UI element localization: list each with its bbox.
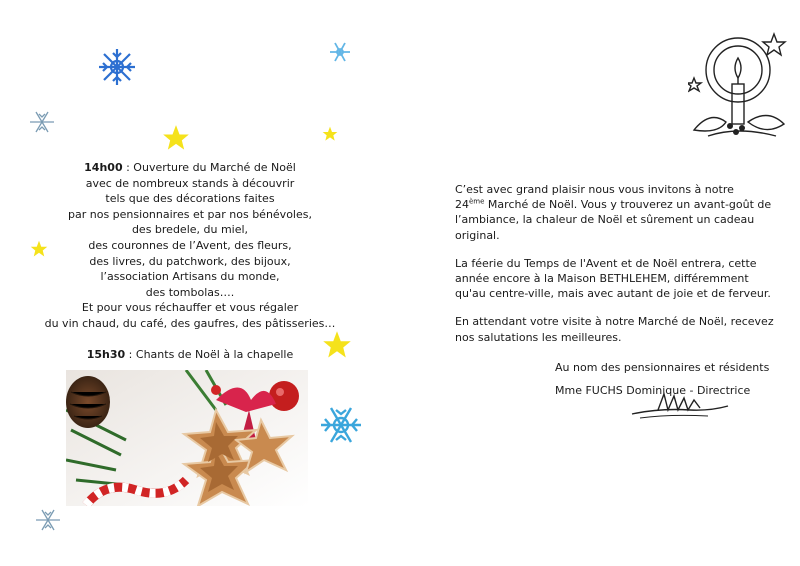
snowflake-icon [328,40,352,64]
letter-paragraph: La féerie du Temps de l'Avent et de Noël entrera, cette année encore à la Maison BETHLEHEM, différemment qu'au centre-ville, mais avec autant de joie et de ferveur. [455,256,771,301]
snowflake-icon [28,108,56,136]
signature-line: Au nom des pensionnaires et résidents [555,361,770,374]
christmas-cookies-photo [66,370,308,506]
letter-paragraph: C’est avec grand plaisir nous vous invitons à notre 24ème Marché de Noël. Vous y trouverez un avant-goût de l’ambiance, la chaleur de Noël et sûrement un cadeau original. [455,183,772,242]
program-line: par nos pensionnaires et par nos bénévoles, [68,207,312,221]
signature-mark [630,388,730,422]
program-line: des livres, du patchwork, des bijoux, [89,254,291,268]
program-time: 14h00 [84,161,123,174]
program-line: tels que des décorations faites [105,192,275,206]
program-line: du vin chaud, du café, des gaufres, des pâtisseries… [44,316,336,330]
program-line: l’association Artisans du monde, [100,270,280,284]
program-line: Et pour vous réchauffer et vous régaler [81,301,299,315]
program-line: des couronnes de l’Avent, des fleurs, [88,238,292,252]
program-line: 14h00 : Ouverture du Marché de Noël [84,161,296,174]
program-line: des bredele, du miel, [131,223,249,237]
program-line: avec de nombreux stands à découvrir [85,176,295,190]
event-program [20,160,360,362]
program-line: 15h30 : Chants de Noël à la chapelle [86,347,294,361]
program-time: 15h30 [86,347,126,361]
invitation-letter [455,182,775,358]
star-icon [322,126,338,142]
letter-paragraph: En attendant votre visite à notre Marché de Noël, recevez nos salutations les meilleures. [455,315,774,344]
signature-name: Mme FUCHS Dominique - Directrice [555,384,751,397]
program-line: des tombolas…. [145,285,235,299]
star-icon [162,124,190,152]
snowflake-icon [318,402,364,448]
snowflake-icon [34,506,62,534]
candle-icon [688,30,792,142]
snowflake-icon [96,46,138,88]
